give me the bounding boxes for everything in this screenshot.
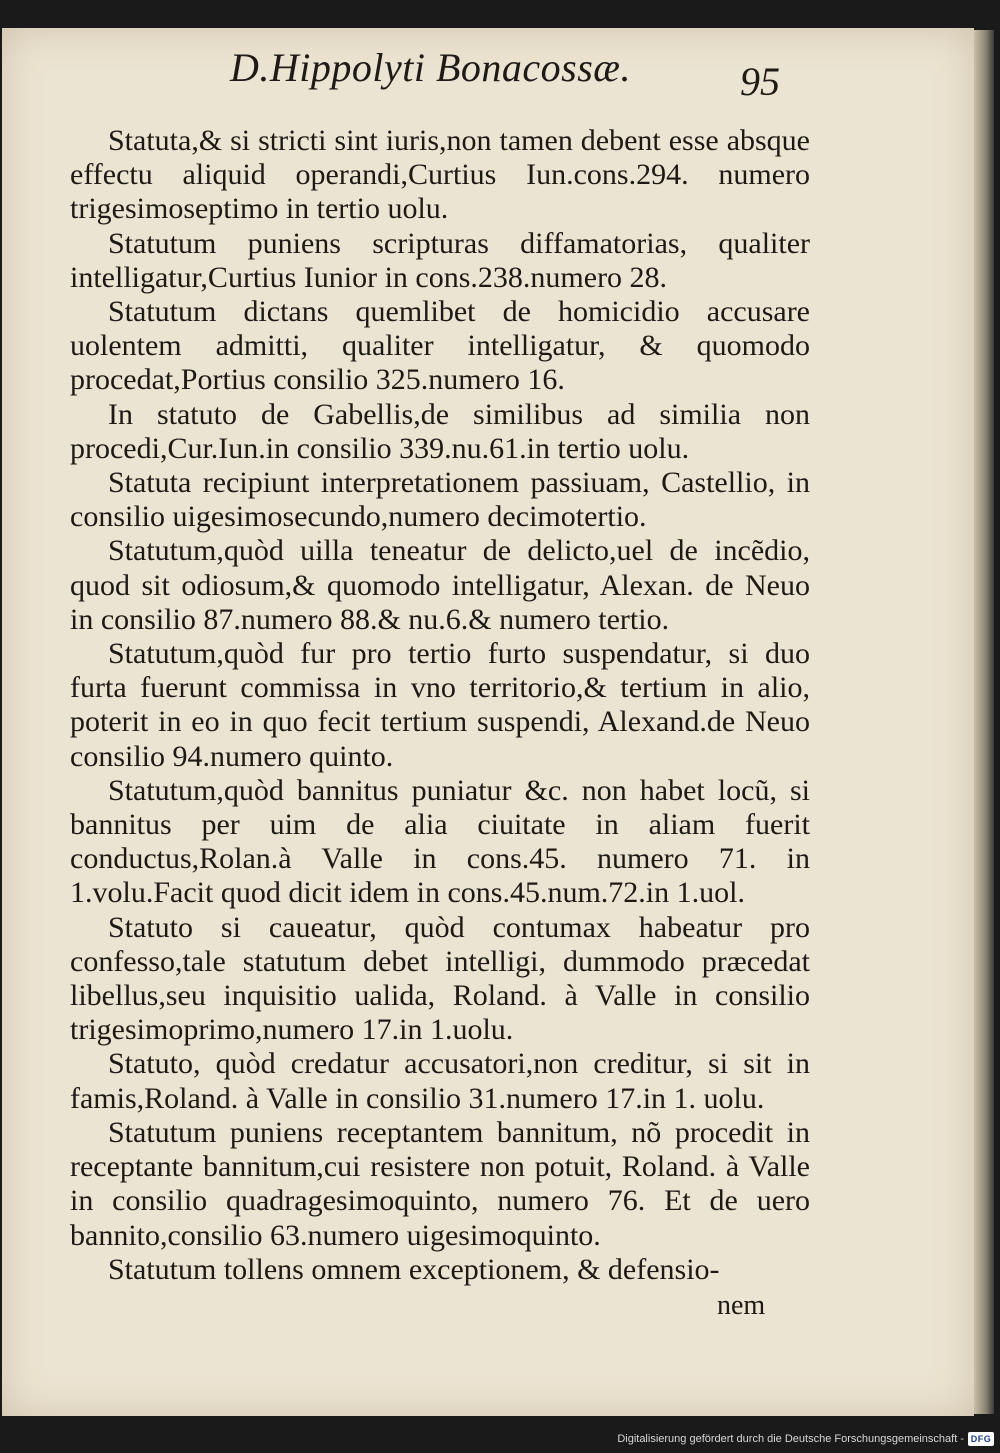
entry-paragraph: Statuto, quòd credatur accusatori,non creditur, si sit in famis,Roland. à Valle in consilio 31.numero 17.in 1. uolu. (70, 1047, 810, 1115)
entry-paragraph: Statuta,& si stricti sint iuris,non tamen debent esse absque effectu aliquid operandi,Curtius Iun.cons.294. numero trigesimoseptimo in tertio uolu. (70, 124, 810, 226)
digitization-footer (617, 1428, 994, 1450)
entry-paragraph: Statutum tollens omnem exceptionem, & defensio- (108, 1252, 720, 1286)
running-title: D.Hippolyti Bonacossæ. (230, 45, 631, 90)
entry-paragraph: Statutum puniens receptantem bannitum, nõ procedit in receptante bannitum,cui resistere non potuit, Roland. à Valle in consilio quadragesimoquinto, numero 76. Et de uero bannito,consilio 63.numero uigesimoquinto. (70, 1115, 810, 1252)
entry-paragraph: Statutum,quòd fur pro tertio furto suspendatur, si duo furta fuerunt commissa in vno territorio,& tertium in alio, poterit in eo in quo fecit tertium suspendi, Alexand.de Neuo consilio 94.numero quinto. (70, 637, 810, 773)
page-number: 95 (740, 59, 780, 104)
entry-paragraph: Statuto si caueatur, quòd contumax habeatur pro confesso,tale statutum debet intelligi, dummodo præcedat libellus,seu inquisitio ualida, Roland. à Valle in consilio trigesimoprimo,numero 17.in 1.uolu. (70, 910, 810, 1047)
page-body (70, 124, 810, 1287)
entry-paragraph: In statuto de Gabellis,de similibus ad similia non procedi,Cur.Iun.in consilio 339.nu.61.in tertio uolu. (70, 397, 810, 465)
entry-paragraph: Statutum puniens scripturas diffamatorias, qualiter intelligatur,Curtius Iunior in cons.238.numero 28. (70, 226, 810, 294)
page-header (230, 38, 830, 108)
entry-paragraph: Statuta recipiunt interpretationem passiuam, Castellio, in consilio uigesimosecundo,numero decimotertio. (70, 466, 810, 534)
entry-paragraph: Statutum,quòd uilla teneatur de delicto,uel de incẽdio, quod sit odiosum,& quomodo intelligatur, Alexan. de Neuo in consilio 87.numero 88.& nu.6.& numero tertio. (70, 534, 810, 636)
dfg-logo-icon: DFG (968, 1432, 994, 1446)
catchword: nem (717, 1290, 766, 1321)
page-edge (974, 30, 994, 1414)
digitization-note: Digitalisierung gefördert durch die Deutsche Forschungsgemeinschaft - (617, 1433, 964, 1445)
entry-paragraph: Statutum,quòd bannitus puniatur &c. non habet locũ, si bannitus per uim de alia ciuitate in aliam fuerit conductus,Rolan.à Valle in cons.45. numero 71. in 1.volu.Facit quod dicit idem in cons.45.num.72.in 1.uol. (70, 773, 810, 910)
entry-paragraph: Statutum dictans quemlibet de homicidio accusare uolentem admitti, qualiter intelligatur, & quomodo procedat,Portius consilio 325.numero 16. (70, 295, 810, 397)
